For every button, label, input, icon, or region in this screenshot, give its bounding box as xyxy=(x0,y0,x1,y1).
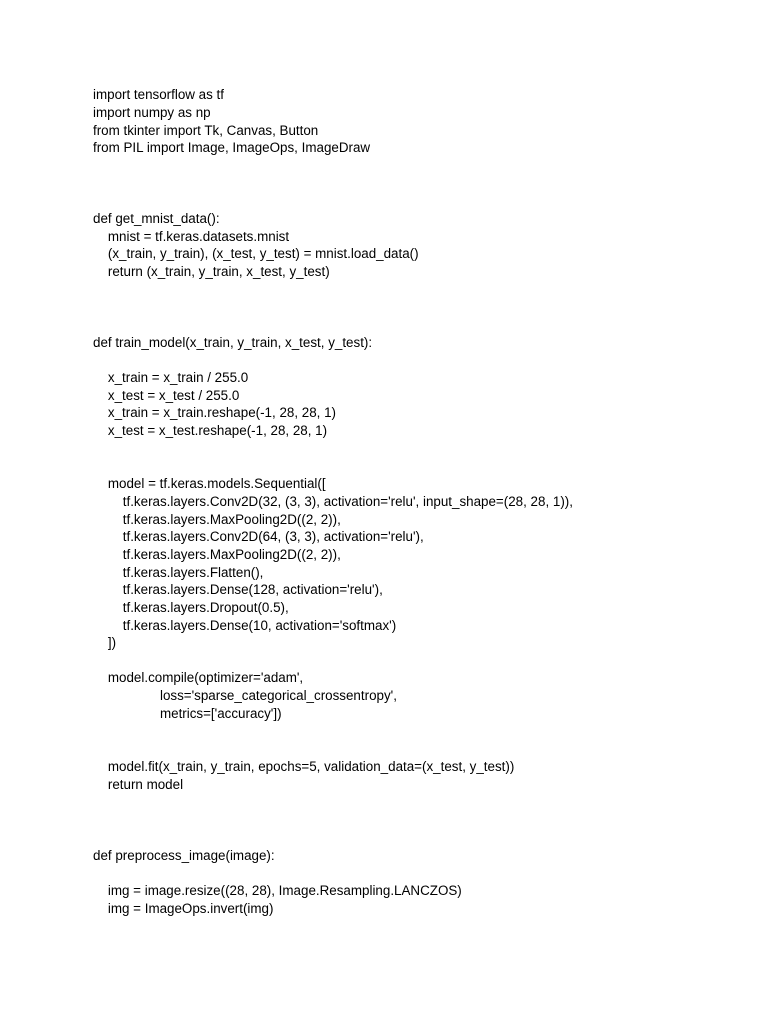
code-line: loss='sparse_categorical_crossentropy', xyxy=(93,688,397,703)
code-line-import-tensorflow: import tensorflow as tf xyxy=(93,87,224,102)
code-line: tf.keras.layers.Dropout(0.5), xyxy=(93,600,289,615)
code-line: x_test = x_test / 255.0 xyxy=(93,388,240,403)
code-line-import-numpy: import numpy as np xyxy=(93,105,211,120)
code-line: return (x_train, y_train, x_test, y_test) xyxy=(93,264,330,279)
code-line: tf.keras.layers.Conv2D(64, (3, 3), activation='relu'), xyxy=(93,529,424,544)
code-line: model.fit(x_train, y_train, epochs=5, validation_data=(x_test, y_test)) xyxy=(93,759,515,774)
code-line-import-tkinter: from tkinter import Tk, Canvas, Button xyxy=(93,123,319,138)
code-line: tf.keras.layers.MaxPooling2D((2, 2)), xyxy=(93,512,341,527)
code-line-def-train-model: def train_model(x_train, y_train, x_test, y_test): xyxy=(93,335,373,350)
code-line-import-pil: from PIL import Image, ImageOps, ImageDraw xyxy=(93,140,371,155)
code-line: ]) xyxy=(93,635,117,650)
code-line-def-preprocess-image: def preprocess_image(image): xyxy=(93,848,275,863)
code-line-def-get-mnist-data: def get_mnist_data(): xyxy=(93,211,220,226)
code-line: model = tf.keras.models.Sequential([ xyxy=(93,476,326,491)
code-line: tf.keras.layers.Flatten(), xyxy=(93,565,264,580)
code-line: tf.keras.layers.Conv2D(32, (3, 3), activation='relu', input_shape=(28, 28, 1)), xyxy=(93,494,573,509)
code-line: x_train = x_train / 255.0 xyxy=(93,370,249,385)
code-line: x_test = x_test.reshape(-1, 28, 28, 1) xyxy=(93,423,328,438)
code-line: model.compile(optimizer='adam', xyxy=(93,670,304,685)
code-line: mnist = tf.keras.datasets.mnist xyxy=(93,229,290,244)
code-line: img = image.resize((28, 28), Image.Resampling.LANCZOS) xyxy=(93,883,462,898)
code-line: tf.keras.layers.MaxPooling2D((2, 2)), xyxy=(93,547,341,562)
code-line: tf.keras.layers.Dense(128, activation='relu'), xyxy=(93,582,383,597)
code-line: img = ImageOps.invert(img) xyxy=(93,901,274,916)
code-line: return model xyxy=(93,777,184,792)
code-line: (x_train, y_train), (x_test, y_test) = mnist.load_data() xyxy=(93,246,419,261)
code-line: x_train = x_train.reshape(-1, 28, 28, 1) xyxy=(93,405,337,420)
code-line: tf.keras.layers.Dense(10, activation='softmax') xyxy=(93,618,397,633)
code-line: metrics=['accuracy']) xyxy=(93,706,282,721)
